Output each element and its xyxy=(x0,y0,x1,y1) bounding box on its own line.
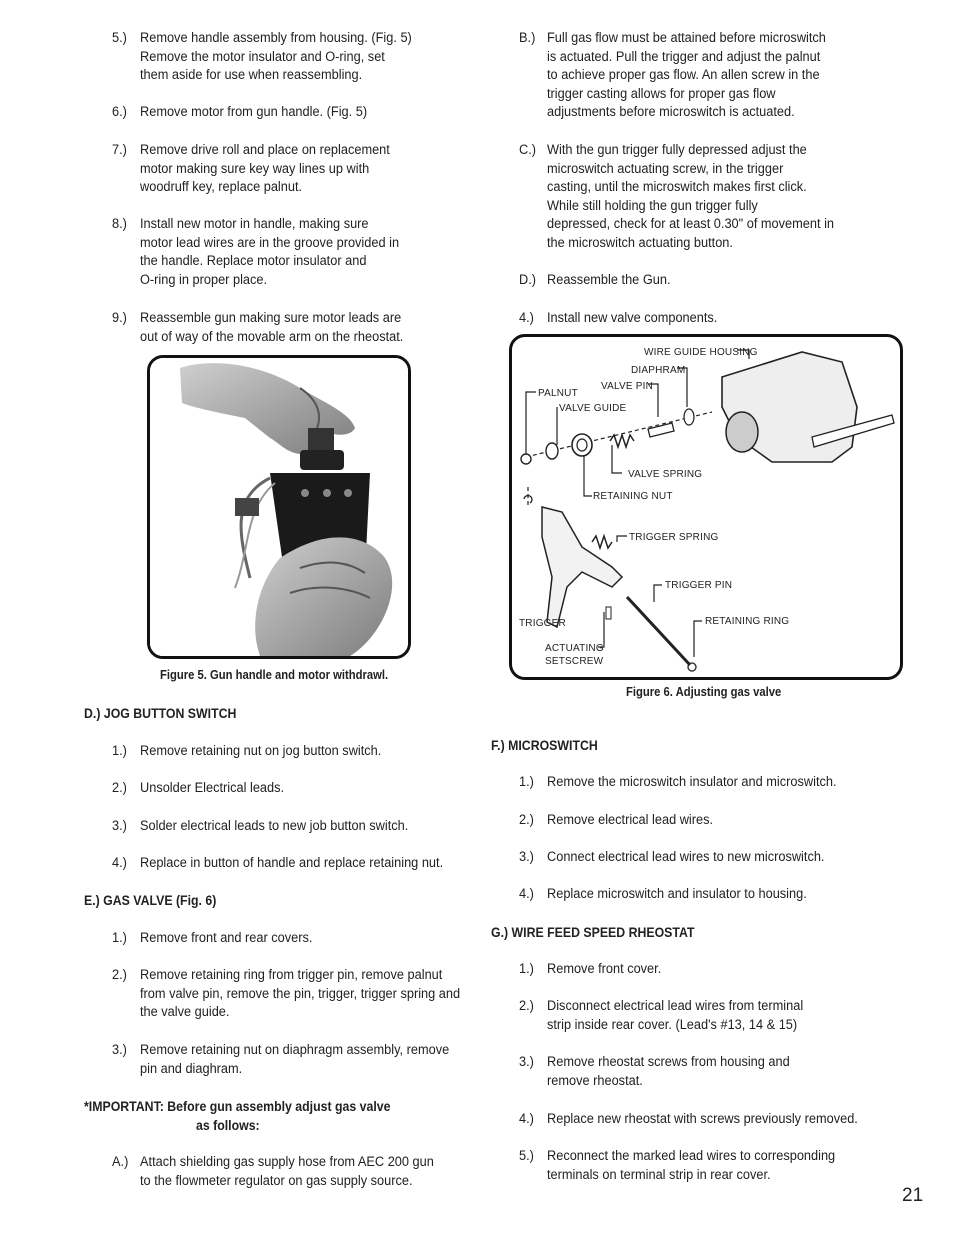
step-text: With the gun trigger fully depressed adjust the xyxy=(547,142,807,158)
section-f-heading: F.) MICROSWITCH xyxy=(491,737,598,753)
step-number: 3.) xyxy=(519,849,534,865)
step-text: the handle. Replace motor insulator and xyxy=(140,253,367,269)
step-number: 4.) xyxy=(519,310,534,326)
step-number: 2.) xyxy=(112,967,127,983)
label-valve-spring: VALVE SPRING xyxy=(628,469,703,480)
step-text: Attach shielding gas supply hose from AEC 200 gun xyxy=(140,1154,434,1170)
step-number: 3.) xyxy=(112,818,127,834)
step-number: 1.) xyxy=(519,961,534,977)
step-text: microswitch actuating screw, in the trigger xyxy=(547,160,784,177)
step-text: Remove the microswitch insulator and microswitch. xyxy=(547,774,837,790)
section-e-heading: E.) GAS VALVE (Fig. 6) xyxy=(84,892,217,908)
gun-handle-motor-illustration xyxy=(150,358,408,656)
step-text: Unsolder Electrical leads. xyxy=(140,780,285,796)
step-number: 1.) xyxy=(112,930,127,946)
step-text: Remove handle assembly from housing. (Fig. 5) xyxy=(140,30,412,46)
step-text: Remove electrical lead wires. xyxy=(547,812,714,828)
important-note: *IMPORTANT: Before gun assembly adjust gas valve xyxy=(84,1098,391,1114)
step-number: C.) xyxy=(519,142,537,158)
step-text: Reassemble gun making sure motor leads are xyxy=(140,310,402,326)
page-number: 21 xyxy=(902,1185,924,1206)
step-text: out of way of the movable arm on the rheostat. xyxy=(140,328,404,345)
label-valve-pin: VALVE PIN xyxy=(601,381,654,392)
label-setscrew: SETSCREW xyxy=(545,656,604,667)
label-retaining-nut: RETAINING NUT xyxy=(593,491,673,502)
figure-5-photo xyxy=(147,355,411,659)
label-palnut: PALNUT xyxy=(538,388,578,399)
step-number: 2.) xyxy=(519,812,534,828)
step-number: 3.) xyxy=(112,1042,127,1058)
step-number: D.) xyxy=(519,272,537,288)
step-text: Install new motor in handle, making sure xyxy=(140,216,369,232)
step-number: 1.) xyxy=(112,743,127,759)
step-text: to the flowmeter regulator on gas supply source. xyxy=(140,1172,413,1189)
step-number: 4.) xyxy=(519,1111,534,1127)
label-retaining-ring: RETAINING RING xyxy=(705,616,790,627)
step-text: strip inside rear cover. (Lead's #13, 14 & 15) xyxy=(547,1016,798,1033)
valve-pin-part xyxy=(648,423,674,437)
step-number: 7.) xyxy=(112,142,127,158)
step-text: woodruff key, replace palnut. xyxy=(140,179,303,195)
step-text: Remove rheostat screws from housing and xyxy=(547,1054,790,1070)
step-number: 8.) xyxy=(112,216,127,232)
step-text: from valve pin, remove the pin, trigger, trigger spring and xyxy=(140,985,461,1002)
step-text: Disconnect electrical lead wires from terminal xyxy=(547,998,804,1014)
step-number: 3.) xyxy=(519,1054,534,1070)
trigger-spring-part xyxy=(592,536,612,548)
step-text: adjustments before microswitch is actuated. xyxy=(547,104,795,120)
label-trigger: TRIGGER xyxy=(519,618,566,629)
step-text: Remove motor from gun handle. (Fig. 5) xyxy=(140,104,368,120)
retaining-ring-part xyxy=(688,663,696,671)
step-text: Full gas flow must be attained before microswitch xyxy=(547,30,826,46)
figure-6-diagram xyxy=(509,334,903,680)
step-text: Reassemble the Gun. xyxy=(547,272,671,288)
step-number: 2.) xyxy=(112,780,127,796)
section-d-heading: D.) JOG BUTTON SWITCH xyxy=(84,705,237,721)
step-number: 9.) xyxy=(112,310,127,326)
actuating-setscrew-part xyxy=(606,607,611,619)
step-number: 6.) xyxy=(112,104,127,120)
step-text: Remove front cover. xyxy=(547,961,662,977)
step-text: Install new valve components. xyxy=(547,310,718,326)
figure-6-caption: Figure 6. Adjusting gas valve xyxy=(626,685,782,699)
valve-guide-part xyxy=(546,443,558,459)
label-trigger-pin: TRIGGER PIN xyxy=(665,580,733,591)
palnut-part xyxy=(521,454,531,464)
trigger-pin-part xyxy=(627,597,690,665)
important-note-continued: as follows: xyxy=(196,1116,260,1133)
label-valve-guide: VALVE GUIDE xyxy=(559,403,627,414)
label-wire-guide-housing: WIRE GUIDE HOUSING xyxy=(644,347,758,358)
step-text: Remove the motor insulator and O-ring, set xyxy=(140,48,385,65)
step-text: motor lead wires are in the groove provided in xyxy=(140,234,400,251)
step-text: Replace microswitch and insulator to housing. xyxy=(547,886,807,902)
step-text: casting, until the microswitch makes first click. xyxy=(547,179,807,195)
step-text: Remove retaining ring from trigger pin, remove palnut xyxy=(140,967,443,983)
step-text: them aside for use when reassembling. xyxy=(140,67,363,83)
step-text: the valve guide. xyxy=(140,1004,230,1020)
step-text: Solder electrical leads to new job button switch. xyxy=(140,818,409,834)
diaphram-part xyxy=(684,409,694,425)
step-text: remove rheostat. xyxy=(547,1072,643,1089)
step-text: to achieve proper gas flow. An allen screw in the xyxy=(547,67,820,83)
section-g-heading: G.) WIRE FEED SPEED RHEOSTAT xyxy=(491,924,695,940)
label-trigger-spring: TRIGGER SPRING xyxy=(629,532,719,543)
step-text: the microswitch actuating button. xyxy=(547,234,733,251)
step-text: Replace in button of handle and replace retaining nut. xyxy=(140,855,444,871)
step-number: 5.) xyxy=(112,30,127,46)
step-number: A.) xyxy=(112,1154,129,1170)
step-text: is actuated. Pull the trigger and adjust the palnut xyxy=(547,48,821,65)
step-number: 2.) xyxy=(519,998,534,1014)
step-text: trigger casting allows for proper gas flow xyxy=(547,85,776,102)
step-text: Remove retaining nut on jog button switch. xyxy=(140,743,382,759)
step-number: 4.) xyxy=(519,886,534,902)
step-number: 5.) xyxy=(519,1148,534,1164)
step-text: While still holding the gun trigger fully xyxy=(547,197,758,214)
valve-spring-part xyxy=(610,435,634,447)
step-text: Remove retaining nut on diaphragm assembly, remove xyxy=(140,1042,450,1058)
step-text: motor making sure key way lines up with xyxy=(140,160,370,177)
step-text: O-ring in proper place. xyxy=(140,271,268,288)
label-diaphram: DIAPHRAM xyxy=(631,365,686,376)
step-text: depressed, check for at least 0.30" of movement in xyxy=(547,216,835,232)
label-actuating: ACTUATING xyxy=(545,643,604,654)
step-text: Remove drive roll and place on replacement xyxy=(140,142,390,158)
step-text: terminals on terminal strip in rear cover. xyxy=(547,1166,771,1183)
step-text: Replace new rheostat with screws previously removed. xyxy=(547,1111,858,1127)
step-number: 4.) xyxy=(112,855,127,871)
figure-5-caption: Figure 5. Gun handle and motor withdrawl. xyxy=(160,668,389,682)
step-text: Remove front and rear covers. xyxy=(140,930,313,946)
step-text: Connect electrical lead wires to new microswitch. xyxy=(547,849,825,865)
step-text: Reconnect the marked lead wires to corresponding xyxy=(547,1148,836,1164)
step-text: pin and diaghram. xyxy=(140,1060,243,1077)
step-number: B.) xyxy=(519,30,536,46)
step-number: 1.) xyxy=(519,774,534,790)
